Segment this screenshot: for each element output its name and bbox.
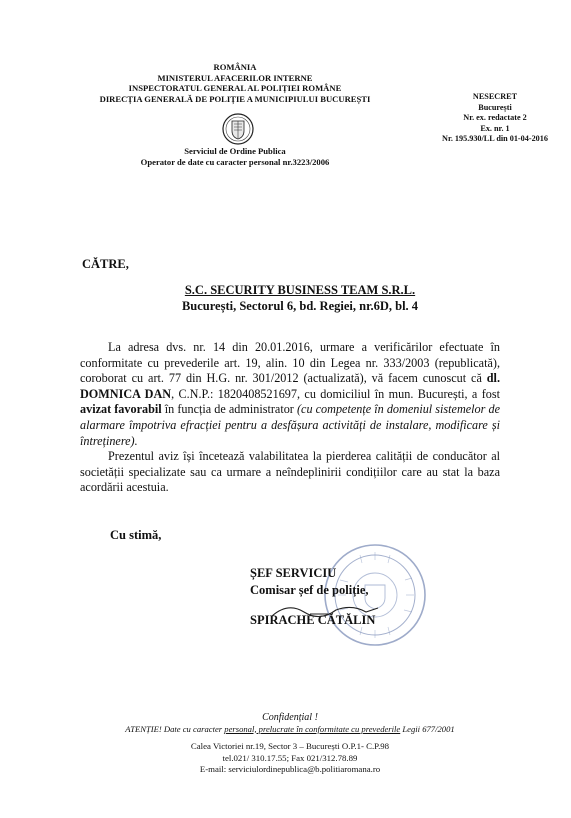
footer-email: E-mail: serviciulordinepublica@b.politiaromana.ro: [199, 764, 381, 774]
registration-number: Nr. 195.930/LL din 01-04-2016: [442, 134, 548, 143]
closing-greeting: Cu stimă,: [110, 528, 162, 542]
header-line: INSPECTORATUL GENERAL AL POLIȚIEI ROMÂNE: [128, 83, 342, 93]
classification-line: NESECRET: [472, 92, 518, 101]
classification-line: București: [478, 102, 512, 112]
paragraph-1: La adresa dvs. nr. 14 din 20.01.2016, urmare a verificărilor efectuate în conformitate cu prevederile art. 19, alin. 10 din Legea nr. 333/2003 (republicată), coroborat cu art. 77 din H.G. nr. 301/2012 (actualizată), vă facem cunoscut că dl. DOMNICA DAN, C.N.P.: 1820408521697, cu domiciliul în mun. București, a fost avizat favorabil în funcția de administrator (cu competențe în domeniul sistemelor de alarmare împotriva efracției pentru a desfășura activități de instalare, modificare și întreținere).: [80, 340, 501, 448]
competence-note: (cu competențe în domeniul sistemelor de alarmare împotriva efracției pentru a desfășura activități de instalare, modificare și întreținere).: [80, 402, 501, 448]
confidential-label: Confidențial !: [262, 712, 318, 723]
company-address: București, Sectorul 6, bd. Regiei, nr.6D, bl. 4: [181, 299, 419, 313]
service-block: [60, 146, 410, 167]
service-name: Serviciul de Ordine Publica: [184, 146, 286, 156]
coat-of-arms-icon: [222, 112, 254, 146]
classification-line: Nr. ex. redactate 2: [463, 113, 527, 122]
approval-status: avizat favorabil: [80, 402, 162, 417]
header-line: ROMÂNIA: [213, 62, 257, 72]
classification-line: Ex. nr. 1: [480, 123, 510, 133]
signatory-title: ȘEF SERVICIU: [250, 566, 337, 580]
handwritten-signature-icon: [270, 600, 380, 622]
data-protection-warning: ATENȚIE! Date cu caracter personal, prelucrate în conformitate cu prevederile Legii 677/2001: [125, 723, 455, 734]
company-name: S.C. SECURITY BUSINESS TEAM S.R.L.: [184, 283, 416, 297]
footer-phone: tel.021/ 310.17.55; Fax 021/312.78.89: [222, 752, 358, 763]
footer: [60, 712, 520, 776]
header-line: MINISTERUL AFACERILOR INTERNE: [157, 72, 313, 83]
footer-address: Calea Victoriei nr.19, Sector 3 – București O.P.1- C.P.98: [190, 741, 390, 751]
signatory-name: SPIRACHE CĂTĂLIN: [250, 613, 376, 627]
institution-header: [60, 62, 410, 104]
recipient-address: [150, 282, 450, 314]
person-name: dl. DOMNICA DAN: [80, 371, 500, 401]
paragraph-2: Prezentul aviz își încetează valabilitatea la pierderea calității de conducător al societății specializate sau ca urmare a neîndeplinirii condițiilor care au stat la baza acordării acestuia.: [80, 449, 500, 495]
operator-number: Operator de date cu caracter personal nr.3223/2006: [140, 156, 330, 167]
signatory-rank: Comisar șef de poliție,: [250, 583, 369, 597]
classification-block: [425, 92, 565, 145]
letter-body: [80, 340, 500, 496]
header-line: DIRECȚIA GENERALĂ DE POLIȚIE A MUNICIPIULUI BUCUREȘTI: [99, 93, 371, 104]
recipient-label: CĂTRE,: [82, 257, 129, 271]
